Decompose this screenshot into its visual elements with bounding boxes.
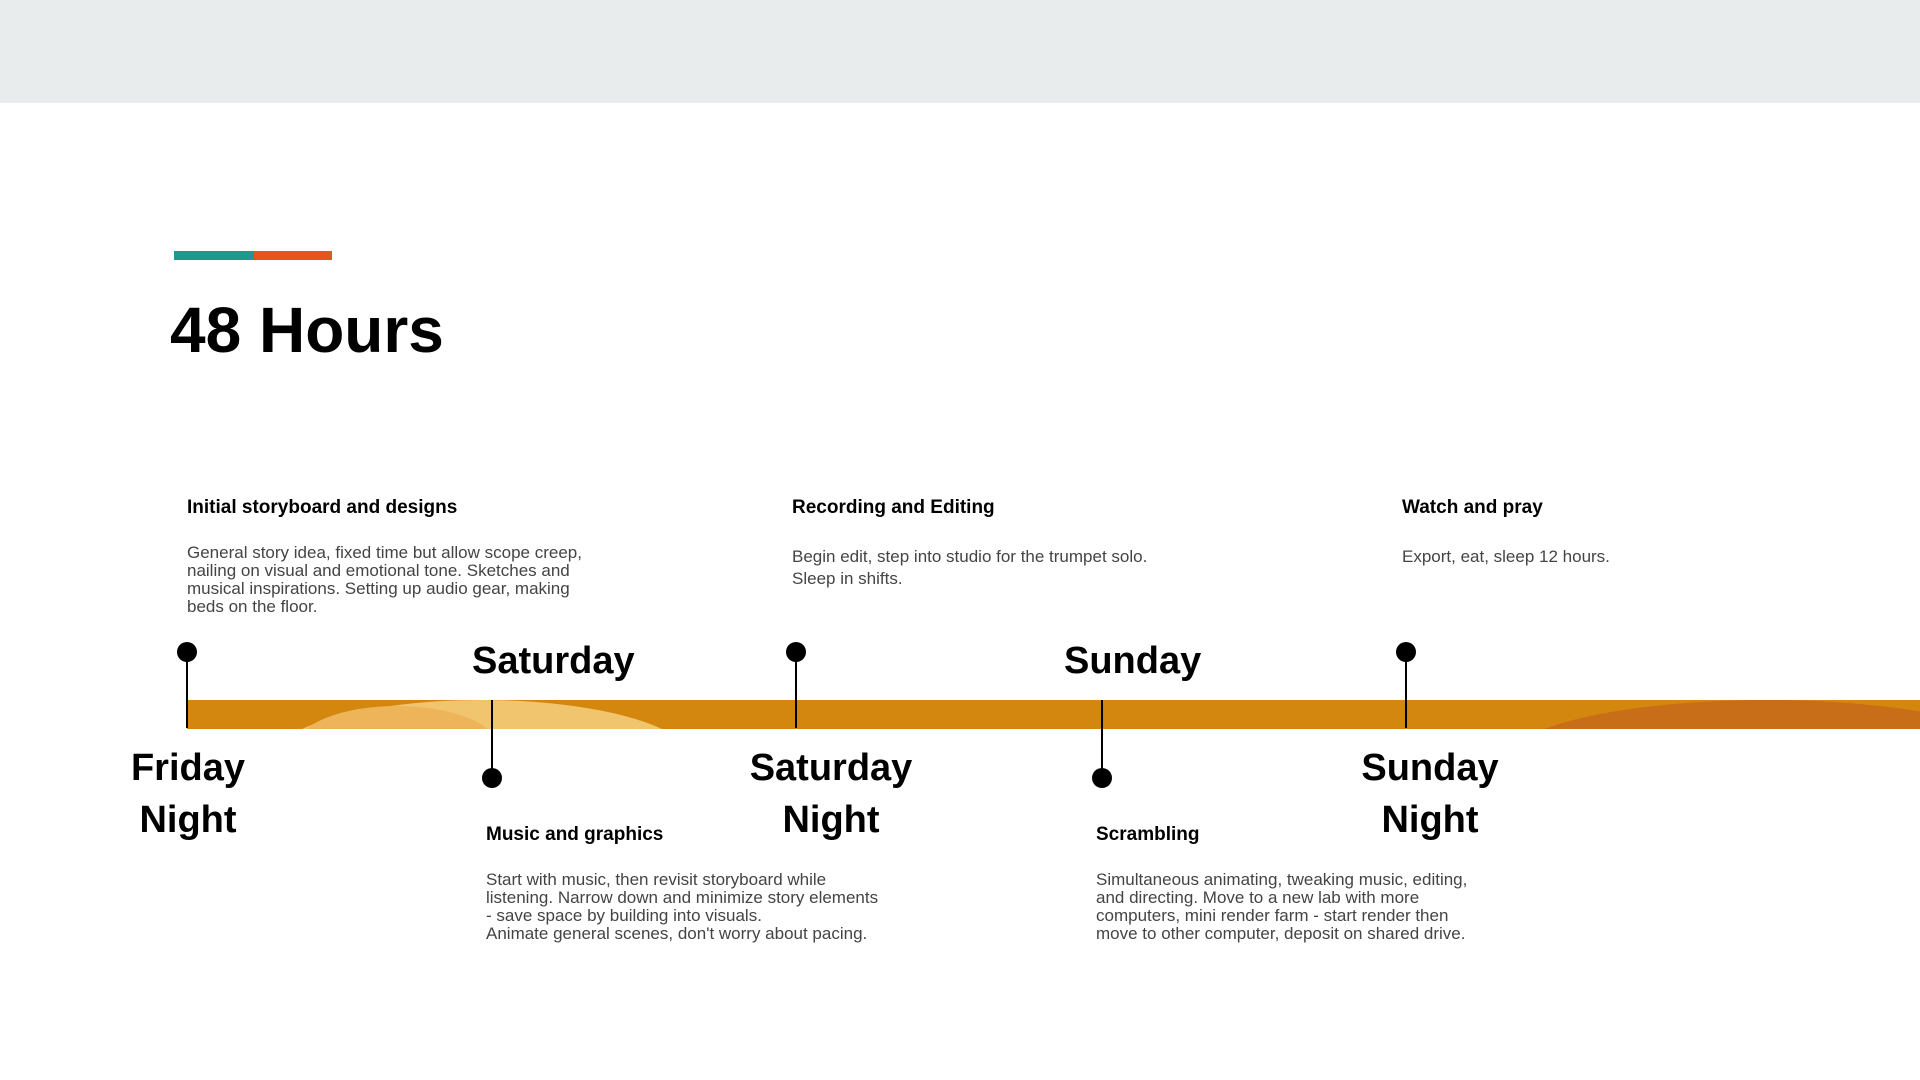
timeline-marker-stem <box>491 700 493 778</box>
accent-bar-orange <box>254 251 332 260</box>
night-label-friday <box>68 742 308 846</box>
event-description: Simultaneous animating, tweaking music, editing, and directing. Move to a new lab with more computers, mini render farm - start render then move to other computer, deposit on shared drive. <box>1096 870 1468 943</box>
timeline-marker-stem <box>186 652 188 728</box>
timeline-marker-dot <box>482 768 502 788</box>
night-label-line1: Saturday <box>749 747 913 789</box>
day-label-saturday: Saturday <box>472 640 635 682</box>
event-title: Scrambling <box>1096 824 1200 845</box>
slide-title: 48 Hours <box>170 294 444 366</box>
timeline-marker-dot <box>1092 768 1112 788</box>
event-description: Export, eat, sleep 12 hours. <box>1402 547 1610 566</box>
event-title: Recording and Editing <box>792 497 995 518</box>
event-title: Music and graphics <box>486 824 664 845</box>
timeline-band <box>187 700 1920 729</box>
night-label-sunday <box>1310 742 1550 846</box>
night-label-line2: Night <box>782 799 880 841</box>
day-label-sunday: Sunday <box>1064 640 1202 682</box>
event-description: Begin edit, step into studio for the trumpet solo. Sleep in shifts. <box>792 547 1148 588</box>
timeline-marker-stem <box>1405 652 1407 728</box>
event-title: Initial storyboard and designs <box>187 497 458 518</box>
timeline-marker-stem <box>795 652 797 728</box>
night-label-line1: Friday <box>130 747 246 789</box>
night-label-line2: Night <box>139 799 237 841</box>
event-description: Start with music, then revisit storyboard while listening. Narrow down and minimize story elements - save space by building into visuals. Animate general scenes, don't worry about pacing. <box>486 870 879 943</box>
event-title: Watch and pray <box>1402 497 1543 518</box>
night-label-line1: Sunday <box>1361 747 1499 789</box>
night-label-saturday <box>711 742 951 846</box>
event-description: General story idea, fixed time but allow scope creep, nailing on visual and emotional tone. Sketches and musical inspirations. Setting up audio gear, making beds on the floor. <box>187 543 582 616</box>
band-shadow <box>1507 700 1920 729</box>
header-bar <box>0 0 1920 103</box>
night-label-line2: Night <box>1381 799 1479 841</box>
accent-bar-teal <box>174 251 254 260</box>
timeline-marker-stem <box>1101 700 1103 778</box>
